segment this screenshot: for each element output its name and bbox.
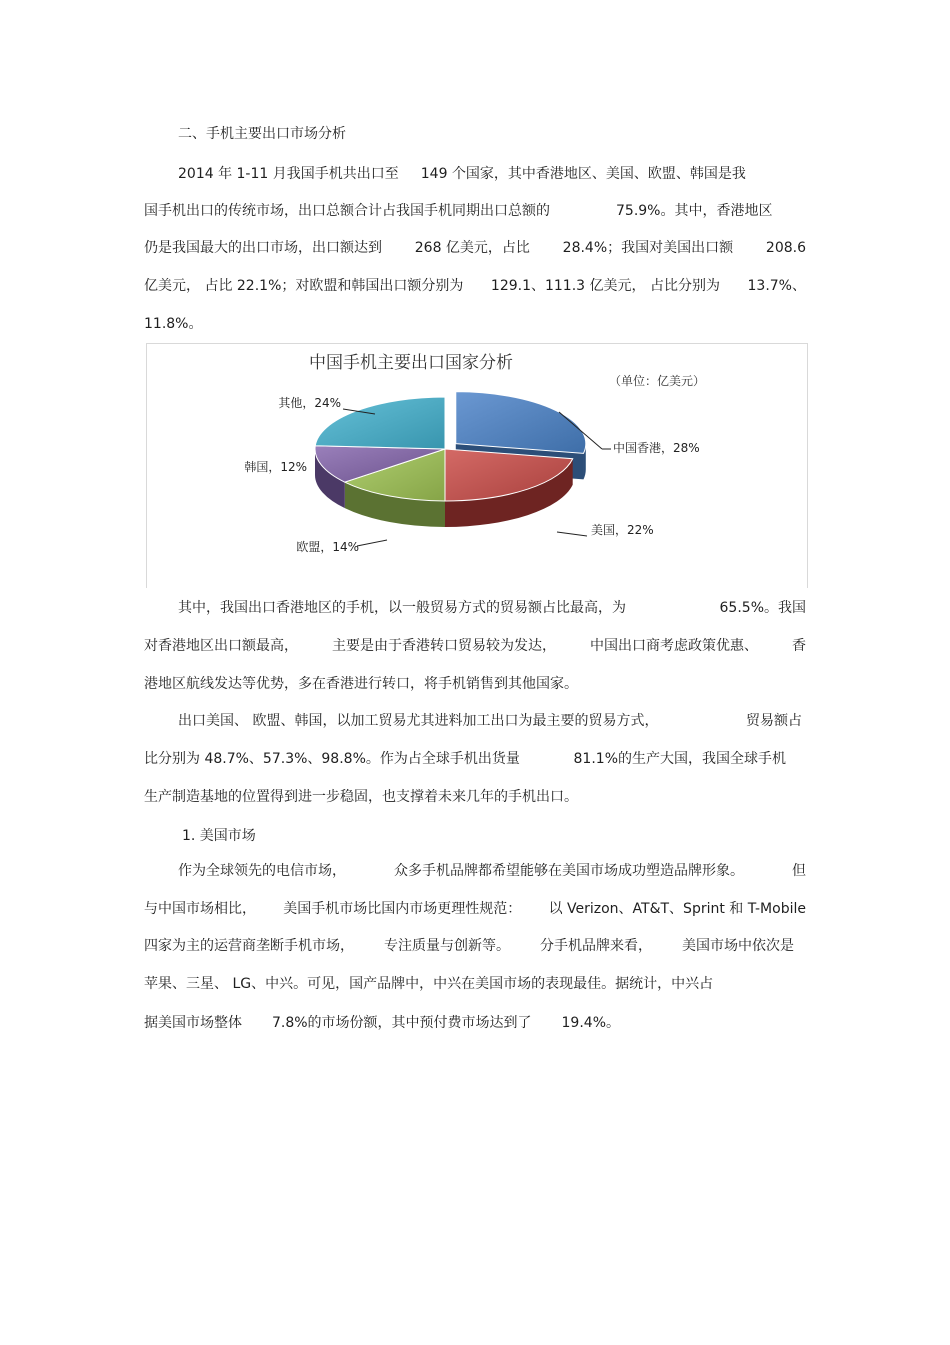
para4-line1-a: 作为全球领先的电信市场， — [178, 863, 346, 879]
pie-chart — [147, 344, 809, 589]
para4-line1 — [178, 861, 806, 881]
para2-line1 — [178, 598, 806, 618]
chart-title: 中国手机主要出口国家分析 — [309, 353, 513, 373]
para4-line3-a: 四家为主的运营商垄断手机市场， — [144, 938, 354, 954]
pie-label-美国: 美国，22% — [591, 523, 654, 537]
para3-line1 — [178, 711, 802, 731]
para1-line3-d: 208.6 — [765, 240, 806, 256]
para1-line3-c: 28.4%；我国对美国出口额 — [562, 240, 734, 256]
para1-line4-b: 129.1、111.3 亿美元， 占比分别为 — [490, 278, 720, 294]
para4-line2-c: 以 Verizon、AT&T、Sprint 和 T-Mobile — [548, 901, 806, 917]
para4-line1-b: 众多手机品牌都希望能够在美国市场成功塑造品牌形象。 — [394, 863, 744, 879]
para1-line2-b: 75.9%。其中，香港地区 — [616, 203, 773, 219]
leader-eu — [357, 540, 387, 546]
para3-line2-b: 81.1%的生产大国，我国全球手机 — [573, 751, 786, 767]
para1-line3 — [144, 238, 806, 258]
para4-line2 — [144, 899, 806, 919]
para1-line4 — [144, 276, 806, 296]
para2-line2-a: 对香港地区出口额最高， — [144, 638, 298, 654]
chart-unit-note: （单位：亿美元） — [608, 374, 706, 388]
para1-line2-a: 国手机出口的传统市场，出口总额合计占我国手机同期出口总额的 — [144, 203, 550, 219]
para4-line5-c: 19.4%。 — [561, 1015, 620, 1031]
para3-line2 — [144, 749, 806, 769]
pie-chart-frame — [146, 343, 808, 588]
para4-line3-b: 专注质量与创新等。 — [384, 938, 510, 954]
para3-line3: 生产制造基地的位置得到进一步稳固，也支撑着未来几年的手机出口。 — [144, 789, 578, 805]
para4-line1-c: 但 — [792, 863, 806, 879]
para1-line5: 11.8%。 — [144, 316, 203, 332]
para2-line2-c: 中国出口商考虑政策优惠、 — [590, 638, 758, 654]
para4-line3-d: 美国市场中依次是 — [682, 938, 794, 954]
para1-line2 — [144, 201, 806, 221]
para4-line3-c: 分手机品牌来看， — [540, 938, 652, 954]
pie-label-韩国: 韩国，12% — [244, 460, 307, 474]
para4-line5-b: 7.8%的市场份额，其中预付费市场达到了 — [271, 1015, 532, 1031]
para1-line1-a: 2014 年 1-11 月我国手机共出口至 — [178, 166, 399, 182]
para2-line1-b: 65.5%。我国 — [719, 600, 806, 616]
para3-line1-a: 出口美国、 欧盟、韩国，以加工贸易尤其进料加工出口为最主要的贸易方式， — [178, 713, 659, 729]
para2-line2-d: 香 — [792, 638, 806, 654]
para2-line3: 港地区航线发达等优势，多在香港进行转口，将手机销售到其他国家。 — [144, 676, 578, 692]
para1-line3-b: 268 亿美元，占比 — [414, 240, 530, 256]
para3-line2-a: 比分别为 48.7%、57.3%、98.8%。作为占全球手机出货量 — [144, 751, 520, 767]
para1-line4-c: 13.7%、 — [747, 278, 806, 294]
para1-line1-b: 149 个国家，其中香港地区、美国、欧盟、韩国是我 — [420, 166, 746, 182]
pie-slice-中国香港 — [456, 392, 586, 454]
us-market-heading: 1. 美国市场 — [182, 828, 256, 844]
para2-line2 — [144, 636, 806, 656]
para4-line5-a: 据美国市场整体 — [144, 1015, 242, 1031]
para1-line3-a: 仍是我国最大的出口市场，出口额达到 — [144, 240, 382, 256]
pie-label-中国香港: 中国香港，28% — [613, 441, 700, 455]
pie-label-欧盟: 欧盟，14% — [296, 540, 359, 554]
leader-us — [557, 532, 587, 536]
pie-label-其他: 其他，24% — [278, 396, 341, 410]
para1-line4-a: 亿美元， 占比 22.1%；对欧盟和韩国出口额分别为 — [144, 278, 464, 294]
para4-line2-a: 与中国市场相比， — [144, 901, 256, 917]
para4-line3 — [144, 936, 794, 956]
section-heading: 二、手机主要出口市场分析 — [178, 126, 346, 142]
para2-line2-b: 主要是由于香港转口贸易较为发达， — [332, 638, 556, 654]
para4-line4: 苹果、三星、 LG、中兴。可见，国产品牌中，中兴在美国市场的表现最佳。据统计，中兴占 — [144, 976, 714, 992]
para4-line5 — [144, 1013, 620, 1033]
para1-line1 — [178, 164, 746, 184]
para3-line1-b: 贸易额占 — [746, 713, 802, 729]
para2-line1-a: 其中，我国出口香港地区的手机，以一般贸易方式的贸易额占比最高，为 — [178, 600, 626, 616]
para4-line2-b: 美国手机市场比国内市场更理性规范： — [283, 901, 522, 917]
